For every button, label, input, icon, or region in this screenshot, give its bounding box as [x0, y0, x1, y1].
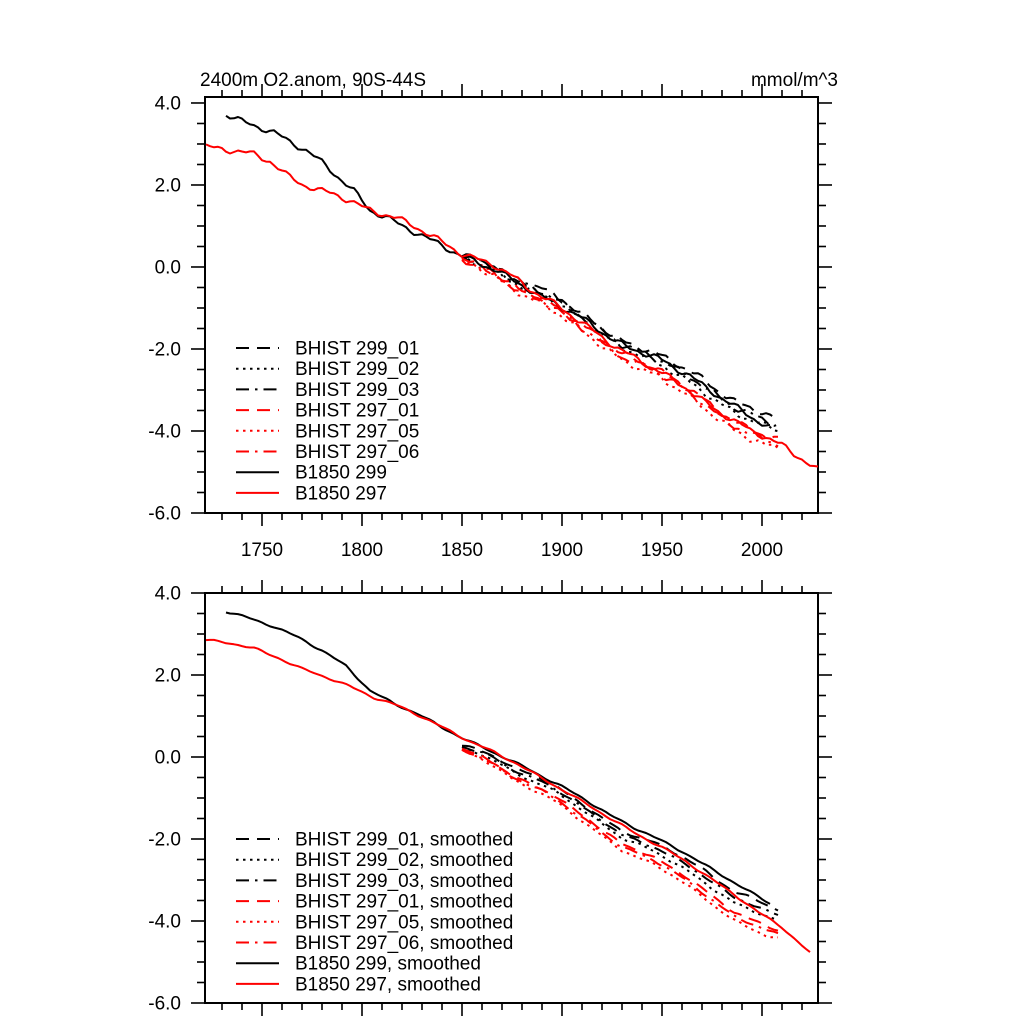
y-tick-label: -4.0 [148, 911, 181, 933]
legend-entry [236, 830, 513, 851]
legend-label: B1850 299, smoothed [295, 953, 481, 975]
series-line-2 [462, 256, 778, 431]
y-tick-label: -6.0 [148, 993, 181, 1015]
chart-units-label: mmol/m^3 [750, 70, 838, 91]
panel-top [148, 84, 832, 561]
x-tick-label: 1950 [640, 540, 684, 561]
y-tick-label: 4.0 [154, 93, 181, 115]
legend-entry [236, 339, 419, 360]
legend-label: BHIST 299_03 [295, 379, 420, 401]
y-tick-label: 0.0 [154, 257, 181, 279]
legend [236, 830, 513, 996]
legend-entry [236, 954, 481, 975]
legend-label: BHIST 297_01, smoothed [295, 891, 514, 913]
y-tick-label: 2.0 [154, 175, 181, 197]
legend-label: BHIST 299_02 [295, 359, 420, 381]
x-tick-label: 1750 [240, 540, 284, 561]
y-tick-label: -4.0 [148, 421, 181, 443]
legend-entry [236, 871, 513, 892]
panel-bottom [148, 580, 832, 1024]
x-tick-label: 1850 [440, 540, 484, 561]
legend-label: BHIST 297_05, smoothed [295, 912, 514, 934]
legend-entry [236, 850, 513, 871]
legend-entry [236, 359, 419, 380]
legend-entry [236, 974, 481, 995]
legend-label: BHIST 299_01 [295, 338, 420, 360]
x-tick-label: 1800 [340, 540, 384, 561]
y-tick-label: 4.0 [154, 583, 181, 605]
legend-label: B1850 297 [295, 483, 387, 505]
y-tick-label: 0.0 [154, 747, 181, 769]
legend-label: BHIST 297_01 [295, 400, 420, 422]
legend [236, 339, 419, 505]
legend-label: B1850 297, smoothed [295, 974, 481, 996]
chart-title: 2400m O2.anom, 90S-44S [200, 70, 427, 91]
y-tick-label: -6.0 [148, 503, 181, 525]
legend-entry [236, 380, 419, 401]
x-tick-label: 1900 [540, 540, 584, 561]
legend-label: BHIST 299_02, smoothed [295, 850, 514, 872]
legend-label: BHIST 297_06 [295, 442, 420, 463]
y-tick-label: -2.0 [148, 829, 181, 851]
legend-label: BHIST 299_01, smoothed [295, 829, 514, 851]
legend-entry [236, 421, 419, 442]
y-tick-label: -2.0 [148, 339, 181, 361]
legend-entry [236, 933, 513, 954]
legend-entry [236, 912, 513, 933]
x-tick-label: 2000 [740, 540, 784, 561]
legend-entry [236, 463, 387, 484]
legend-label: BHIST 299_03, smoothed [295, 870, 514, 892]
legend-label: B1850 299 [295, 462, 387, 484]
axis-ticks [191, 84, 832, 526]
legend-label: BHIST 297_05 [295, 421, 420, 443]
legend-entry [236, 483, 387, 504]
legend-label: BHIST 297_06, smoothed [295, 933, 514, 954]
y-tick-label: 2.0 [154, 665, 181, 687]
legend-entry [236, 401, 419, 422]
legend-entry [236, 892, 513, 913]
legend-entry [236, 442, 419, 463]
